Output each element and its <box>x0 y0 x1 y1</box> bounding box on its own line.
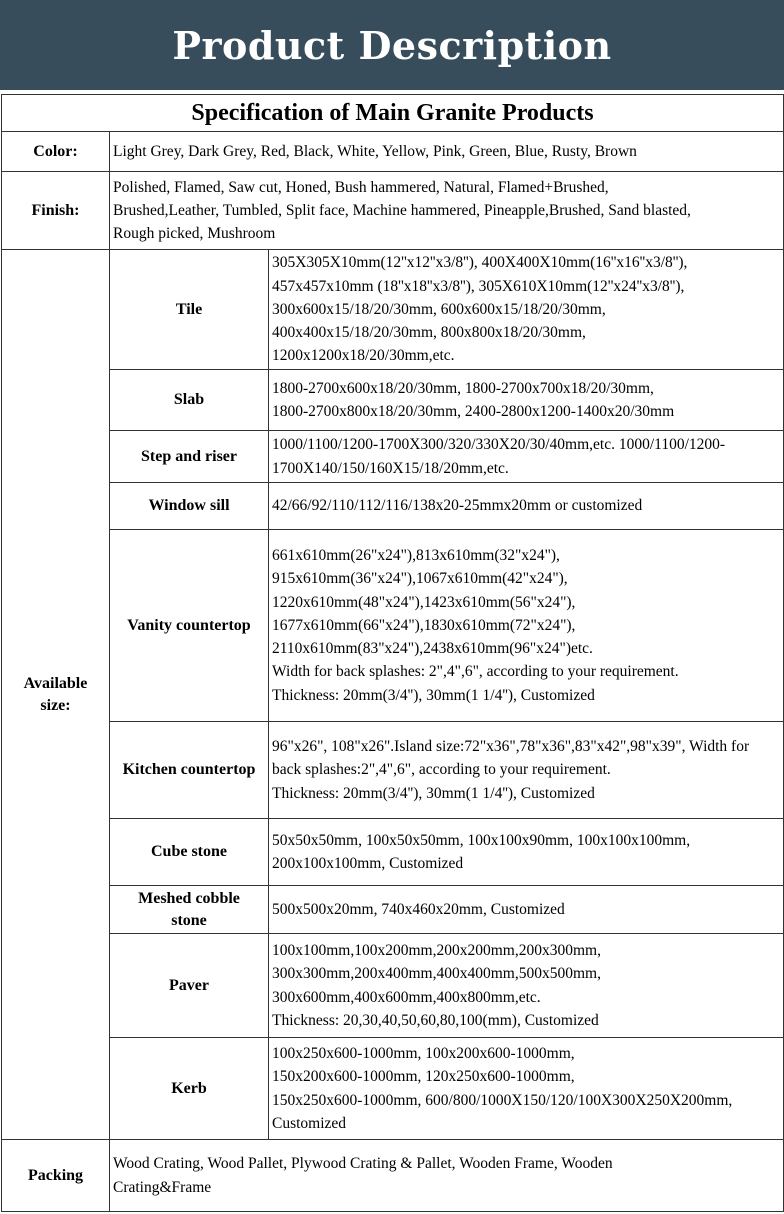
size-row-cobble <box>2 886 784 934</box>
size-row-kerb <box>2 1038 784 1140</box>
packing-value: Wood Crating, Wood Pallet, Plywood Crating & Pallet, Wooden Frame, Wooden Crating&Frame <box>110 1140 784 1212</box>
packing-label: Packing <box>2 1140 110 1212</box>
finish-label: Finish: <box>2 172 110 250</box>
size-row-paver <box>2 934 784 1038</box>
page-header <box>0 0 784 90</box>
size-value: 1800-2700x600x18/20/30mm, 1800-2700x700x18/20/30mm, 1800-2700x800x18/20/30mm, 2400-2800x1200-1400x20/30mm <box>269 370 784 431</box>
size-value: 96"x26", 108"x26".Island size:72"x36",78"x36",83"x42",98"x39", Width for back splashes:2",4",6", according to your requirement. Thickness: 20mm(3/4''), 30mm(1 1/4''), Customized <box>269 722 784 819</box>
spec-table <box>1 94 784 1212</box>
size-row-step <box>2 431 784 483</box>
size-name: Tile <box>110 250 269 370</box>
size-value: 100x250x600-1000mm, 100x200x600-1000mm, 150x200x600-1000mm, 120x250x600-1000mm, 150x250x600-1000mm, 600/800/1000X150/120/100X300X250X200mm, Customized <box>269 1038 784 1140</box>
size-name: Kerb <box>110 1038 269 1140</box>
table-title: Specification of Main Granite Products <box>2 95 784 132</box>
size-name: Slab <box>110 370 269 431</box>
size-row-cube <box>2 819 784 886</box>
size-name: Meshed cobble stone <box>110 886 269 934</box>
page-title: Product Description <box>172 22 612 68</box>
size-row-vanity <box>2 530 784 722</box>
size-value: 661x610mm(26"x24"),813x610mm(32"x24"), 915x610mm(36"x24"),1067x610mm(42"x24"), 1220x610mm(48"x24"),1423x610mm(56"x24"), 1677x610mm(66"x24"),1830x610mm(72"x24"), 2110x610mm(83"x24"),2438x610mm(96"x24")etc. Width for back splashes: 2",4",6", according to your requirement. Thickness: 20mm(3/4''), 30mm(1 1/4''), Customized <box>269 530 784 722</box>
size-name: Cube stone <box>110 819 269 886</box>
size-value: 1000/1100/1200-1700X300/320/330X20/30/40mm,etc. 1000/1100/1200- 1700X140/150/160X15/18/20mm,etc. <box>269 431 784 483</box>
finish-row <box>2 172 784 250</box>
size-name: Step and riser <box>110 431 269 483</box>
color-label: Color: <box>2 132 110 172</box>
size-value: 100x100mm,100x200mm,200x200mm,200x300mm, 300x300mm,200x400mm,400x400mm,500x500mm, 300x600mm,400x600mm,400x800mm,etc. Thickness: 20,30,40,50,60,80,100(mm), Customized <box>269 934 784 1038</box>
size-row-tile <box>2 250 784 370</box>
table-title-row <box>2 95 784 132</box>
color-value: Light Grey, Dark Grey, Red, Black, White, Yellow, Pink, Green, Blue, Rusty, Brown <box>110 132 784 172</box>
packing-row <box>2 1140 784 1212</box>
size-row-window-sill <box>2 483 784 530</box>
size-value: 500x500x20mm, 740x460x20mm, Customized <box>269 886 784 934</box>
color-row <box>2 132 784 172</box>
size-value: 50x50x50mm, 100x50x50mm, 100x100x90mm, 100x100x100mm, 200x100x100mm, Customized <box>269 819 784 886</box>
available-size-label: Available size: <box>2 250 110 1140</box>
size-value: 42/66/92/110/112/116/138x20-25mmx20mm or customized <box>269 483 784 530</box>
size-name: Kitchen countertop <box>110 722 269 819</box>
size-row-slab <box>2 370 784 431</box>
size-name: Window sill <box>110 483 269 530</box>
size-value: 305X305X10mm(12''x12''x3/8''), 400X400X10mm(16''x16''x3/8''), 457x457x10mm (18''x18''x3/8''), 305X610X10mm(12''x24''x3/8''), 300x600x15/18/20/30mm, 600x600x15/18/20/30mm, 400x400x15/18/20/30mm, 800x800x18/20/30mm, 1200x1200x18/20/30mm,etc. <box>269 250 784 370</box>
size-row-kitchen <box>2 722 784 819</box>
finish-value: Polished, Flamed, Saw cut, Honed, Bush hammered, Natural, Flamed+Brushed, Brushed,Leather, Tumbled, Split face, Machine hammered, Pineapple,Brushed, Sand blasted, Rough picked, Mushroom <box>110 172 784 250</box>
size-name: Vanity countertop <box>110 530 269 722</box>
size-name: Paver <box>110 934 269 1038</box>
